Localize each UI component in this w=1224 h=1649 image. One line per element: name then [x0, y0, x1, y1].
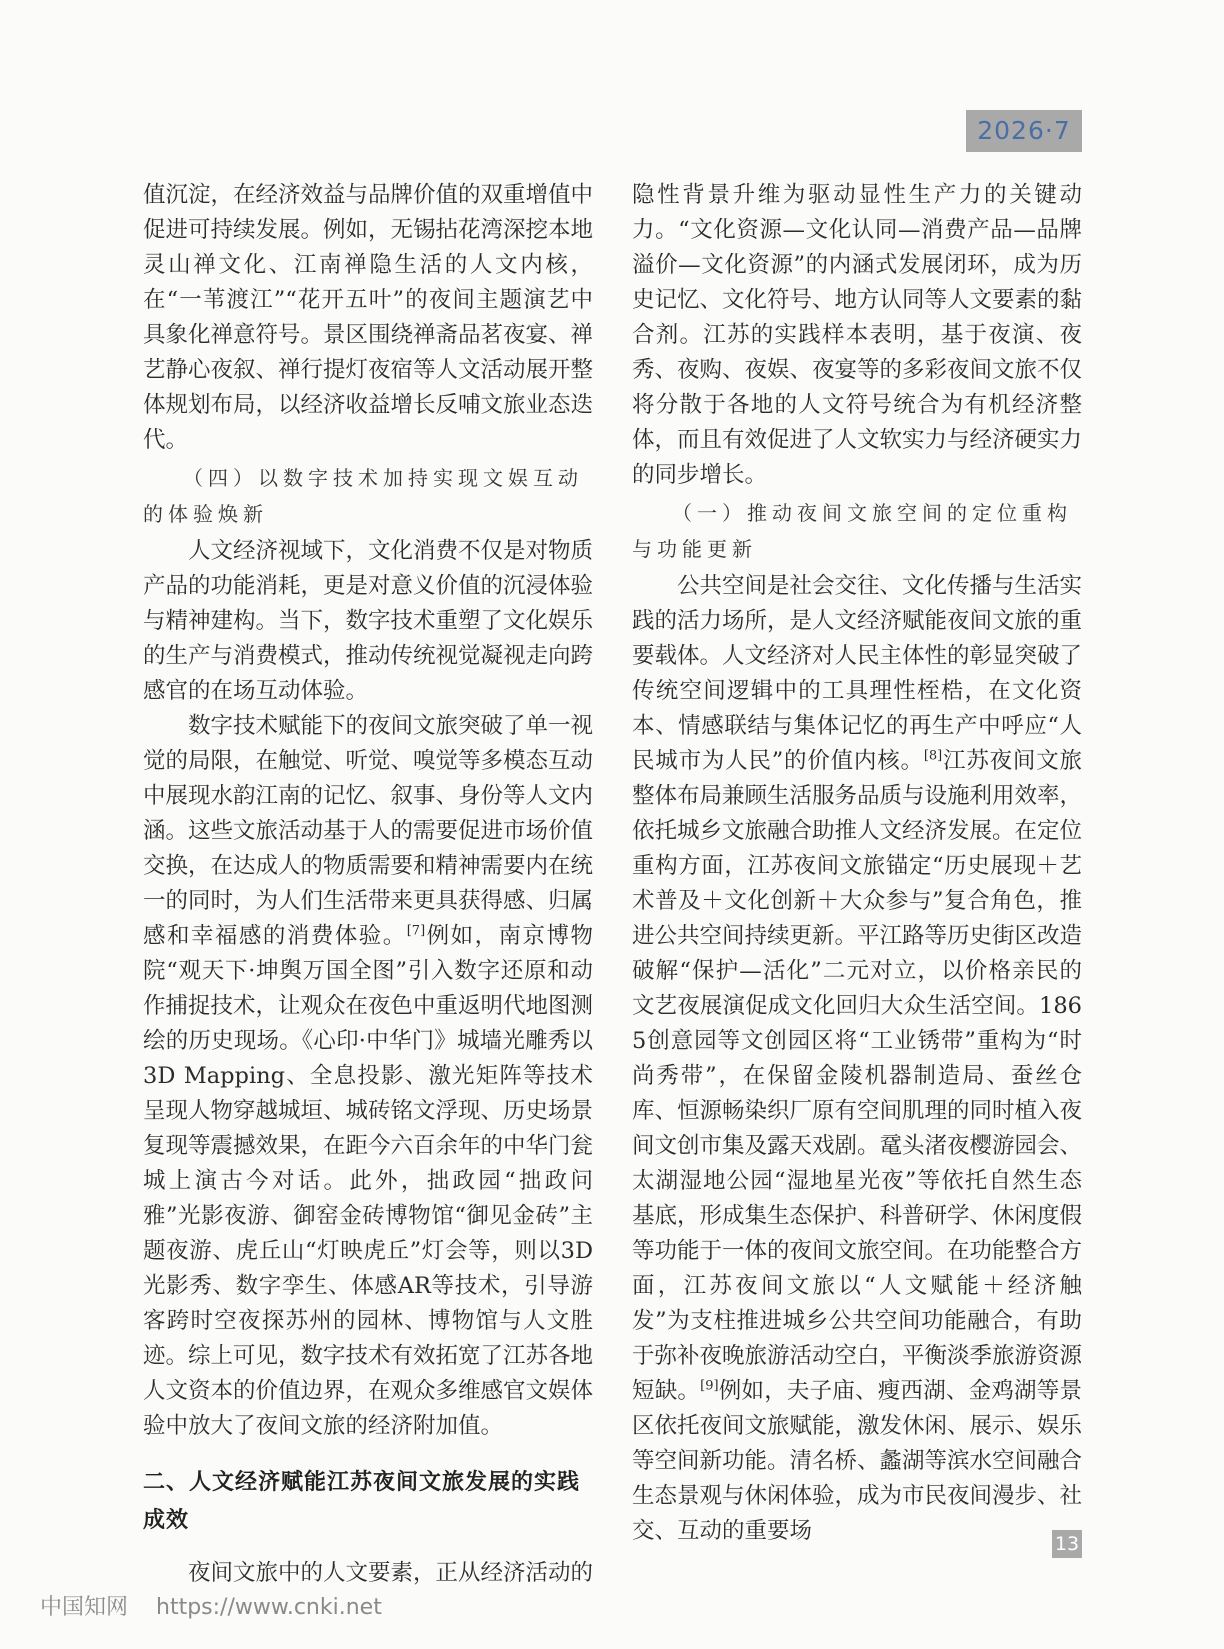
paragraph-text: 公共空间是社会交往、文化传播与生活实践的活力场所，是人文经济赋能夜间文旅的重要载体。人文经济对人民主体性的彰显突破了传统空间逻辑中的工具理性桎梏，在文化资本、情感联结与集体记忆的再生产中呼应“人民城市为人民”的价值内核。 [632, 573, 1083, 774]
watermark-name: 中国知网 [40, 1595, 129, 1620]
paragraph-text: 数字技术赋能下的夜间文旅突破了单一视觉的局限，在触觉、听觉、嗅觉等多模态互动中展现水韵江南的记忆、叙事、身份等人文内涵。这些文旅活动基于人的需要促进市场价值交换，在达成人的物质需要和精神需要内在统一的同时，为人们生活带来更具获得感、归属感和幸福感的消费体验。 [143, 713, 594, 949]
paragraph-text: 例如，南京博物院“观天下·坤舆万国全图”引入数字还原和动作捕捉技术，让观众在夜色中重返明代地图测绘的历史现场。《心印·中华门》城墙光雕秀以3D Mapping、全息投影、激光矩阵等技术呈现人物穿越城垣、城砖铭文浮现、历史场景复现等震撼效果，在距今六百余年的中华门瓮城上演古今对话。此外，拙政园“拙政问雅”光影夜游、御窑金砖博物馆“御见金砖”主题夜游、虎丘山“灯映虎丘”灯会等，则以3D光影秀、数字孪生、体感AR等技术，引导游客跨时空夜探苏州的园林、博物馆与人文胜迹。综上可见，数字技术有效拓宽了江苏各地人文资本的价值边界，在观众多维感官文娱体验中放大了夜间文旅的经济附加值。 [143, 923, 594, 1439]
watermark-url: https://www.cnki.net [156, 1595, 382, 1620]
paragraph: 夜间文旅中的人文要素，正从经济活动的 [188, 1560, 594, 1586]
cnki-watermark [40, 1590, 410, 1621]
paragraph: 值沉淀，在经济效益与品牌价值的双重增值中促进可持续发展。例如，无锡拈花湾深挖本地灵山禅文化、江南禅隐生活的人文内核，在“一苇渡江”“花开五叶”的夜间主题演艺中具象化禅意符号。景区围绕禅斋品茗夜宴、禅艺静心夜叙、禅行提灯夜宿等人文活动展开整体规划布局，以经济收益增长反哺文旅业态迭代。 [143, 182, 594, 453]
page-number: 13 [1052, 1530, 1082, 1558]
paragraph-text: 江苏夜间文旅整体布局兼顾生活服务品质与设施利用效率，依托城乡文旅融合助推人文经济发展。在定位重构方面，江苏夜间文旅锚定“历史展现＋艺术普及＋文化创新＋大众参与”复合角色，推进公共空间持续更新。平江路等历史街区改造破解“保护—活化”二元对立，以价格亲民的文艺夜展演促成文化回归大众生活空间。1865创意园等文创园区将“工业锈带”重构为“时尚秀带”，在保留金陵机器制造局、蚕丝仓库、恒源畅染织厂原有空间肌理的同时植入夜间文创市集及露天戏剧。鼋头渚夜樱游园会、太湖湿地公园“湿地星光夜”等依托自然生态基底，形成集生态保护、科普研学、休闲度假等功能于一体的夜间文旅空间。在功能整合方面，江苏夜间文旅以“人文赋能＋经济触发”为支柱推进城乡公共空间功能融合，有助于弥补夜晚旅游活动空白，平衡淡季旅游资源短缺。 [632, 748, 1083, 1404]
paragraph: 隐性背景升维为驱动显性生产力的关键动力。“文化资源—文化认同—消费产品—品牌溢价—文化资源”的内涵式发展闭环，成为历史记忆、文化符号、地方认同等人文要素的黏合剂。江苏的实践样本表明，基于夜演、夜秀、夜购、夜娱、夜宴等的多彩夜间文旅不仅将分散于各地的人文符号统合为有机经济整体，而且有效促进了人文软实力与经济硬实力的同步增长。 [632, 182, 1083, 488]
paragraph [632, 569, 1082, 1549]
citation-ref: [8] [923, 748, 943, 764]
subsection-heading: （一）推动夜间文旅空间的定位重构与功能更新 [632, 501, 1072, 561]
right-column [632, 178, 1082, 1549]
subsection-heading: （四）以数字技术加持实现文娱互动的体验焕新 [143, 466, 583, 526]
section-heading: 二、人文经济赋能江苏夜间文旅发展的实践成效 [143, 1470, 581, 1533]
issue-badge: 2026·7 [966, 110, 1082, 152]
citation-ref: [7] [406, 923, 426, 939]
paragraph-text: 例如，夫子庙、瘦西湖、金鸡湖等景区依托夜间文旅赋能，激发休闲、展示、娱乐等空间新功能。清名桥、蠡湖等滨水空间融合生态景观与休闲体验，成为市民夜间漫步、社交、互动的重要场 [632, 1378, 1083, 1544]
left-column [143, 178, 593, 1591]
paragraph: 人文经济视域下，文化消费不仅是对物质产品的功能消耗，更是对意义价值的沉浸体验与精神建构。当下，数字技术重塑了文化娱乐的生产与消费模式，推动传统视觉凝视走向跨感官的在场互动体验。 [143, 538, 594, 704]
paragraph [143, 709, 593, 1444]
citation-ref: [9] [700, 1378, 719, 1394]
